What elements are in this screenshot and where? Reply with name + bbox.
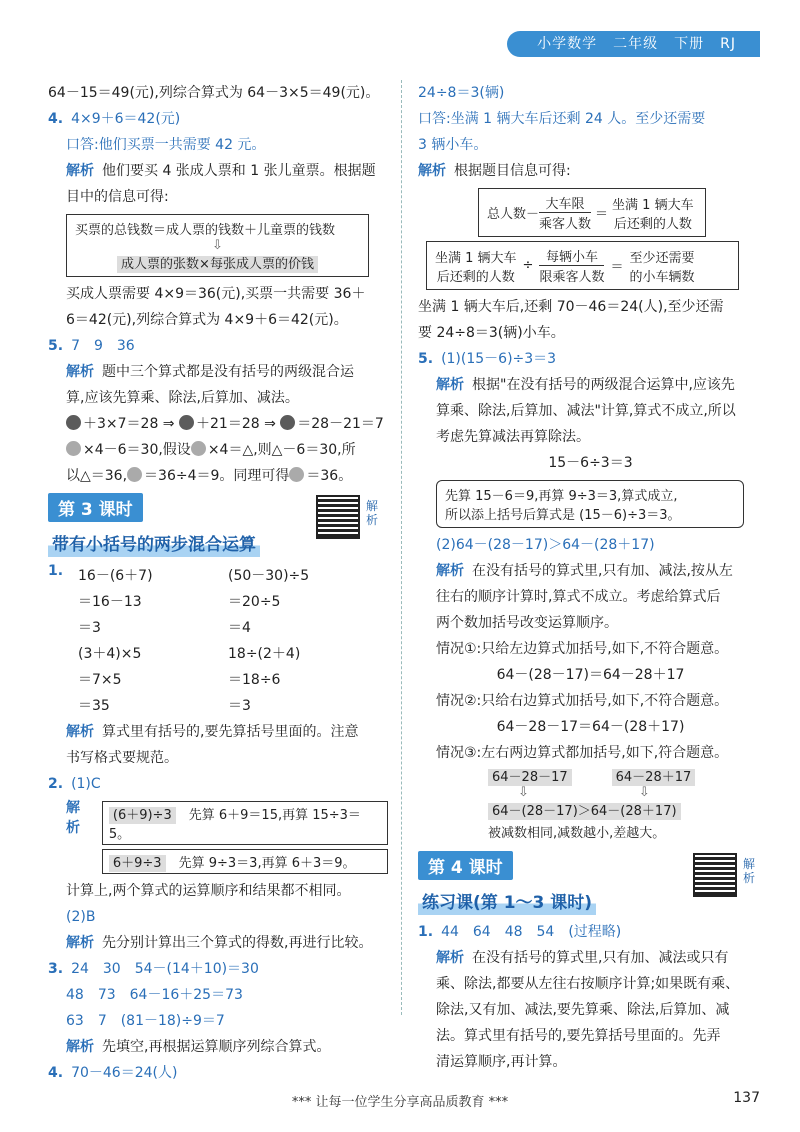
- formula-part: 坐满 1 辆大车: [435, 250, 517, 266]
- answer: 4×9＋6＝42(元): [71, 111, 181, 127]
- case-3-diagram: [488, 766, 763, 841]
- answer: 63 7 (81－18)÷9＝7: [66, 1013, 225, 1029]
- text-line: 情况③:左右两边算式都加括号,如下,符合题意。: [436, 745, 729, 761]
- text-line: 先填空,再根据运算顺序列综合算式。: [102, 1039, 331, 1055]
- text-line: ＝28－21＝7: [297, 416, 384, 432]
- apple-icon: [280, 415, 295, 430]
- text-line: 算,应该先算乘、除法,后算加、减法。: [66, 390, 299, 406]
- answer: (2)64－(28－17)＞64－(28＋17): [436, 537, 655, 553]
- text-line: 根据"在没有括号的两级混合运算中,应该先: [472, 377, 735, 393]
- step: (3＋4)×5: [78, 646, 142, 662]
- formula-box-2: [426, 241, 739, 290]
- text-line: 算式里有括号的,要先算括号里面的。注意: [102, 724, 359, 740]
- down-arrow-icon: ⇩: [212, 238, 223, 253]
- analysis-tag: 解析: [66, 724, 94, 740]
- formula-part: 坐满 1 辆大车: [612, 197, 694, 213]
- analysis-tag: 解析: [66, 1039, 94, 1055]
- text-line: 计算上,两个算式的运算顺序和结果都不相同。: [66, 883, 351, 899]
- grade: 二年级: [613, 36, 659, 52]
- text-line: 以△＝36,: [66, 468, 128, 484]
- expression: 64－28－17: [488, 769, 572, 786]
- explanation: 先算 9÷3＝3,再算 6＋3＝9。: [178, 856, 356, 871]
- answer: 口答:他们买票一共需要 42 元。: [66, 137, 266, 153]
- text-line: ＝36÷4＝9。同理可得: [144, 468, 290, 484]
- step: ＝20÷5: [228, 594, 281, 610]
- text-line: 他们要买 4 张成人票和 1 张儿童票。根据题: [102, 163, 376, 179]
- text-line: ＋3×7＝28 ⇒: [83, 416, 179, 432]
- explanation-box: [436, 480, 744, 528]
- conclusion: 被减数相同,减数越小,差越大。: [488, 826, 666, 841]
- analysis-tag: 解析: [418, 163, 446, 179]
- peach-icon: [191, 441, 206, 456]
- text-line: 乘、除法,都要从左往右按顺序计算;如果既有乘、: [436, 976, 740, 992]
- formula-box: [66, 214, 369, 277]
- apple-icon: [66, 415, 81, 430]
- expression: (6＋9)÷3: [109, 807, 176, 824]
- page-number: 137: [733, 1090, 760, 1106]
- qr-code-icon[interactable]: [316, 495, 360, 539]
- equation: 64－(28－17)＝64－28＋17: [496, 667, 685, 683]
- answer: (1)C: [71, 776, 101, 792]
- equation: 15－6÷3＝3: [548, 455, 633, 471]
- formula-part: 乘客人数: [539, 217, 592, 232]
- answer: 3 辆小车。: [418, 137, 488, 153]
- step: 18÷(2＋4): [228, 646, 301, 662]
- expression: 64－(28－17)＞64－(28＋17): [488, 803, 681, 820]
- step: (50－30)÷5: [228, 568, 310, 584]
- left-column: [48, 80, 388, 1086]
- formula-part: 大车限: [539, 193, 591, 213]
- question-number: 1.: [418, 924, 434, 940]
- text-line: 6＝42(元),列综合算式为 4×9＋6＝42(元)。: [66, 312, 348, 328]
- text-line: 情况②:只给右边算式加括号,如下,不符合题意。: [436, 693, 729, 709]
- text-line: 在没有括号的算式里,只有加、减法或只有: [472, 950, 729, 966]
- step: ＝7×5: [78, 672, 122, 688]
- text-line: 考虑先算减法再算除法。: [436, 429, 590, 445]
- text-line: 目中的信息可得:: [66, 189, 169, 205]
- down-arrow-icon: ⇩ ⇩: [518, 785, 650, 800]
- volume: 下册: [674, 36, 705, 52]
- text-line: 在没有括号的算式里,只有加、减法,按从左: [472, 563, 733, 579]
- question-number: 3.: [48, 961, 64, 977]
- analysis-tag: 解析: [66, 364, 94, 380]
- subject: 小学数学: [537, 36, 598, 52]
- step: 16－(6＋7): [78, 568, 153, 584]
- formula-box-1: [478, 188, 706, 237]
- peach-icon: [66, 441, 81, 456]
- expression: 64－28＋17: [612, 769, 696, 786]
- comparison: [48, 797, 388, 878]
- text-line: 法。算式里有括号的,要先算括号里面的。先弄: [436, 1028, 721, 1044]
- footer-slogan: *** 让每一位学生分享高品质教育 ***: [291, 1095, 509, 1110]
- text-line: ＋21＝28 ⇒: [196, 416, 281, 432]
- compare-row: [102, 849, 388, 874]
- question-number: 5.: [418, 351, 434, 367]
- apple-icon: [179, 415, 194, 430]
- formula-part: ＝: [610, 260, 624, 275]
- question-number: 4.: [48, 1065, 64, 1081]
- text-line: 书写格式要规范。: [66, 750, 178, 766]
- analysis-tag: 解析: [436, 563, 464, 579]
- analysis-tag: 解析: [66, 800, 80, 836]
- lesson-title: 带有小括号的两步混合运算: [48, 528, 260, 557]
- exercise-1: [48, 563, 388, 719]
- text-line: 除法,又有加、减法,要先算乘、除法,后算加、减: [436, 1002, 730, 1018]
- answer: 48 73 64－16＋25＝73: [66, 987, 243, 1003]
- answer: (2)B: [66, 909, 96, 925]
- lesson-number: 第 4 课时: [418, 851, 513, 880]
- formula-part: 限乘客人数: [539, 270, 605, 285]
- compare-row: [102, 801, 388, 845]
- text-line: 题中三个算式都是没有括号的两级混合运: [102, 364, 354, 380]
- formula-line: 买票的总钱数＝成人票的钱数＋儿童票的钱数: [75, 223, 336, 238]
- answer: 44 64 48 54 (过程略): [441, 924, 622, 940]
- formula-part: 至少还需要: [629, 250, 695, 266]
- text-line: 买成人票需要 4×9＝36(元),买票一共需要 36＋: [66, 286, 366, 302]
- step: ＝3: [228, 698, 251, 714]
- column-divider: [401, 80, 402, 1015]
- question-number: 2.: [48, 776, 64, 792]
- text-line: 算乘、除法,后算加、减法"计算,算式不成立,所以: [436, 403, 736, 419]
- edition: RJ: [720, 36, 736, 52]
- formula-part: 后还剩的人数: [613, 216, 692, 232]
- formula-part: 后还剩的人数: [436, 269, 515, 285]
- text-line: ×4－6＝30,假设: [83, 442, 191, 458]
- text-line: 先分别计算出三个算式的得数,再进行比较。: [102, 935, 373, 951]
- answer: 24 30 54－(14＋10)＝30: [71, 961, 259, 977]
- text-line: 要 24÷8＝3(辆)小车。: [418, 325, 565, 341]
- text-line: ＝36。: [306, 468, 353, 484]
- analysis-tag: 解析: [436, 377, 464, 393]
- expression: 6＋9÷3: [109, 855, 166, 872]
- answer: 70－46＝24(人): [71, 1065, 178, 1081]
- peach-icon: [289, 467, 304, 482]
- step: ＝16－13: [78, 594, 142, 610]
- answer: (1)(15－6)÷3＝3: [441, 351, 557, 367]
- equation: 64－28－17＝64－(28＋17): [496, 719, 685, 735]
- right-column: [418, 80, 763, 1075]
- lesson-4-heading: [418, 851, 763, 915]
- peach-icon: [127, 467, 142, 482]
- qr-label: 解析: [743, 857, 756, 885]
- text-line: 清运算顺序,再计算。: [436, 1054, 567, 1070]
- lesson-3-heading: [48, 493, 388, 557]
- text-line: 情况①:只给左边算式加括号,如下,不符合题意。: [436, 641, 729, 657]
- box-line: 所以添上括号后算式是 (15－6)÷3＝3。: [445, 508, 681, 523]
- header-badge: [507, 31, 760, 57]
- answer: 口答:坐满 1 辆大车后还剩 24 人。至少还需要: [418, 111, 706, 127]
- qr-code-icon[interactable]: [693, 853, 737, 897]
- step: ＝18÷6: [228, 672, 281, 688]
- explanation: 先算 6＋9＝15,再算 15÷3＝5。: [108, 808, 361, 842]
- step: ＝4: [228, 620, 251, 636]
- lesson-title: 练习课(第 1～3 课时): [418, 886, 596, 915]
- qr-label: 解析: [366, 499, 379, 527]
- question-number: 1.: [48, 563, 64, 579]
- formula-part: ＝: [595, 207, 609, 222]
- formula-part: ÷: [522, 258, 534, 273]
- question-number: 5.: [48, 338, 64, 354]
- answer: 24÷8＝3(辆): [418, 85, 505, 101]
- text-line: 64－15＝49(元),列综合算式为 64－3×5＝49(元)。: [48, 85, 380, 101]
- step: ＝3: [78, 620, 101, 636]
- text-line: 两个数加括号改变运算顺序。: [436, 615, 618, 631]
- lesson-number: 第 3 课时: [48, 493, 143, 522]
- step: ＝35: [78, 698, 110, 714]
- text-line: ×4＝△,则△－6＝30,所: [207, 442, 356, 458]
- formula-part: 每辆小车: [539, 246, 604, 266]
- question-number: 4.: [48, 111, 64, 127]
- answer: 7 9 36: [71, 338, 135, 354]
- text-line: 往右的顺序计算时,算式不成立。考虑给算式后: [436, 589, 721, 605]
- text-line: 根据题目信息可得:: [454, 163, 571, 179]
- analysis-tag: 解析: [66, 935, 94, 951]
- text-line: 坐满 1 辆大车后,还剩 70－46＝24(人),至少还需: [418, 299, 724, 315]
- analysis-tag: 解析: [436, 950, 464, 966]
- formula-line: 成人票的张数×每张成人票的价钱: [117, 256, 318, 273]
- box-line: 先算 15－6＝9,再算 9÷3＝3,算式成立,: [445, 489, 678, 504]
- analysis-tag: 解析: [66, 163, 94, 179]
- formula-part: 的小车辆数: [629, 269, 695, 285]
- formula-part: 总人数－: [487, 207, 540, 222]
